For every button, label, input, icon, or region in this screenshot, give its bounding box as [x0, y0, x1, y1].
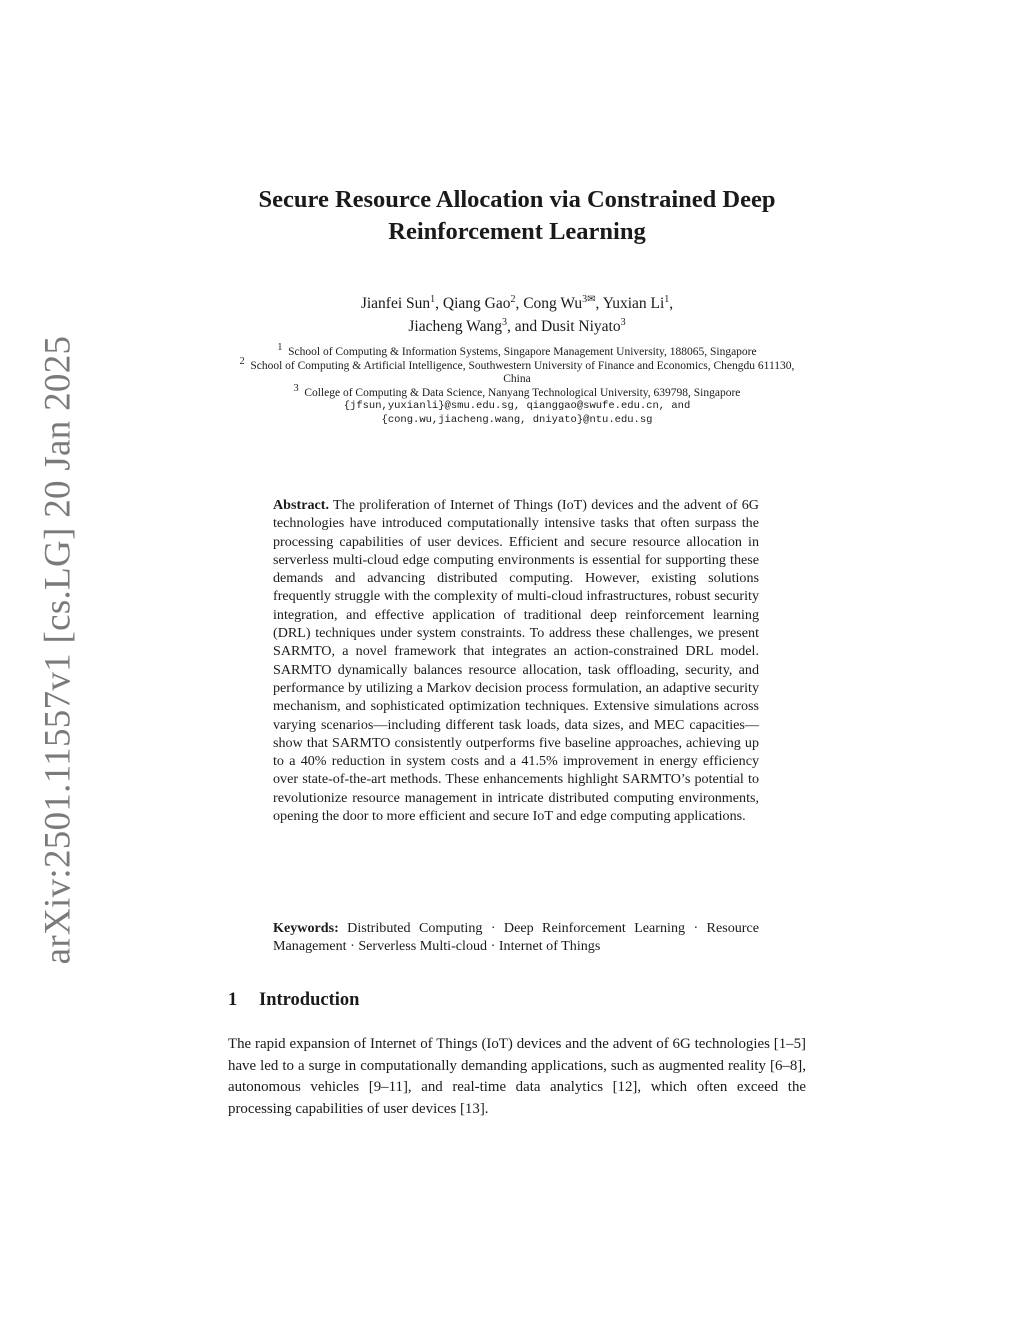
- author-affiliation-mark: 2: [510, 293, 516, 305]
- arxiv-identifier-stamp: arXiv:2501.11557v1 [cs.LG] 20 Jan 2025: [37, 335, 79, 965]
- author-name: Yuxian Li: [602, 295, 665, 312]
- author-separator: ,: [595, 295, 603, 312]
- author-affiliation-mark: 3: [620, 316, 626, 328]
- author-name: Cong Wu: [523, 295, 583, 312]
- author-affiliation-mark: 1: [430, 293, 436, 305]
- section-heading-introduction: [228, 990, 359, 1011]
- author-affiliation-mark: 1: [664, 293, 670, 305]
- affiliation-text: School of Computing & Information Systems, Singapore Management University, 188065, Singapore: [288, 346, 757, 358]
- affiliation-text: College of Computing & Data Science, Nanyang Technological University, 639798, Singapore: [304, 386, 741, 399]
- author-name: Qiang Gao: [442, 295, 511, 312]
- email-line-1[interactable]: {jfsun,yuxianli}@smu.edu.sg, qianggao@swufe.edu.cn, and: [343, 400, 691, 412]
- affiliation-number: 1: [277, 342, 283, 354]
- section-title: Introduction: [259, 990, 360, 1010]
- keywords: [273, 919, 759, 956]
- affiliation-2: [228, 355, 806, 387]
- affiliation-text: School of Computing & Artificial Intelligence, Southwestern University of Finance and Economics, Chengdu 611130, China: [250, 359, 795, 385]
- author-separator: ,: [515, 295, 524, 312]
- affiliations: [228, 342, 806, 427]
- affiliation-3: [228, 382, 806, 401]
- keywords-text: Distributed Computing · Deep Reinforcement Learning · Resource Management · Serverless Multi-cloud · Internet of Things: [273, 920, 759, 955]
- abstract-text: The proliferation of Internet of Things (IoT) devices and the advent of 6G technologies have introduced computationally intensive tasks that often surpass the processing capabilities of user devices. Efficient and secure resource allocation in serverless multi-cloud edge computing environments is essential for supporting these demands and advancing distributed computing. However, existing solutions frequently struggle with the complexity of multi-cloud infrastructures, robust security integration, and effective application of traditional deep reinforcement learning (DRL) techniques under system constraints. To address these challenges, we present SARMTO, a novel framework that integrates an action-constrained DRL model. SARMTO dynamically balances resource allocation, task offloading, security, and performance by utilizing a Markov decision process formulation, an adaptive security mechanism, and sophisticated optimization techniques. Extensive simulations across varying scenarios—including different task loads, data sizes, and MEC capacities—show that SARMTO consistently outperforms five baseline approaches, achieving up to a 40% reduction in system costs and a 41.5% improvement in energy efficiency over state-of-the-art methods. These enhancements highlight SARMTO’s potential to revolutionize resource management in intricate distributed computing environments, opening the door to more efficient and secure IoT and edge computing applications.: [273, 497, 759, 825]
- introduction-paragraph: The rapid expansion of Internet of Things (IoT) devices and the advent of 6G technologies [1–5] have led to a surge in computationally demanding applications, such as augmented reality [6–8], autonomous vehicles [9–11], and real-time data analytics [12], which often exceed the processing capabilities of user devices [13].: [228, 1036, 806, 1117]
- email-line-2[interactable]: {cong.wu,jiacheng.wang, dniyato}@ntu.edu.sg: [381, 413, 653, 426]
- author-separator: , and: [506, 318, 541, 335]
- paper-title: [228, 184, 806, 248]
- author-list: [228, 292, 806, 338]
- abstract-label: Abstract.: [273, 497, 329, 513]
- author-affiliation-mark: 3✉: [582, 293, 596, 305]
- author-name: Dusit Niyato: [540, 318, 621, 335]
- title-line-1: Secure Resource Allocation via Constrained Deep: [258, 186, 776, 213]
- author-line-2: [228, 315, 806, 338]
- affiliation-1: [228, 342, 806, 360]
- abstract: [273, 496, 759, 825]
- author-affiliation-mark: 3: [501, 316, 507, 328]
- affiliation-number: 2: [239, 355, 245, 367]
- title-line-2: Reinforcement Learning: [388, 218, 646, 245]
- keywords-label: Keywords:: [273, 920, 339, 936]
- author-separator: ,: [435, 295, 443, 312]
- author-name: Jianfei Sun: [360, 295, 431, 312]
- section-number: 1: [228, 990, 238, 1010]
- author-separator: ,: [669, 295, 674, 312]
- affiliation-number: 3: [293, 382, 299, 394]
- author-line-1: [228, 292, 806, 315]
- author-name: Jiacheng Wang: [408, 318, 502, 335]
